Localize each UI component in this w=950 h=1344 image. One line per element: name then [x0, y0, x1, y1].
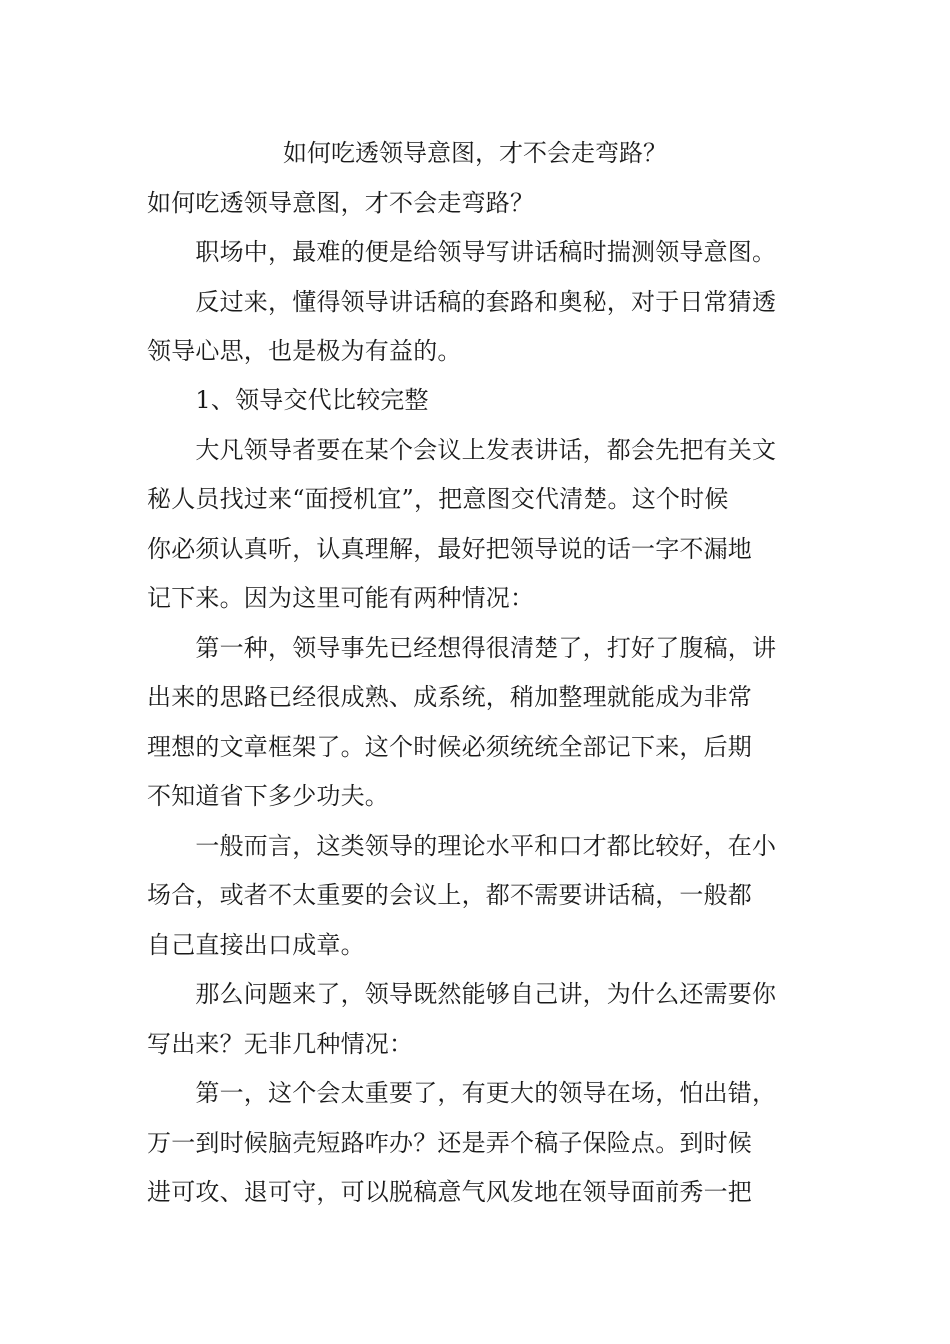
text-line: 职场中，最难的便是给领导写讲话稿时揣测领导意图。 [147, 238, 777, 266]
text-line: 1、领导交代比较完整 [147, 386, 429, 414]
text-line: 那么问题来了，领导既然能够自己讲，为什么还需要你 [147, 980, 777, 1008]
text-line: 写出来？无非几种情况： [147, 1030, 414, 1058]
text-line: 出来的思路已经很成熟、成系统，稍加整理就能成为非常 [147, 683, 752, 711]
text-line: 第一，这个会太重要了，有更大的领导在场，怕出错， [147, 1079, 777, 1107]
text-line: 领导心思，也是极为有益的。 [147, 337, 462, 365]
text-line: 记下来。因为这里可能有两种情况： [147, 584, 535, 612]
text-line: 如何吃透领导意图，才不会走弯路？ [147, 189, 535, 217]
text-line: 万一到时候脑壳短路咋办？还是弄个稿子保险点。到时候 [147, 1129, 752, 1157]
text-line: 自己直接出口成章。 [147, 931, 365, 959]
text-line: 理想的文章框架了。这个时候必须统统全部记下来，后期 [147, 733, 752, 761]
text-line: 大凡领导者要在某个会议上发表讲话，都会先把有关文 [147, 436, 777, 464]
text-line: 反过来，懂得领导讲话稿的套路和奥秘，对于日常猜透 [147, 288, 777, 316]
text-line: 场合，或者不太重要的会议上，都不需要讲话稿，一般都 [147, 881, 752, 909]
text-line: 进可攻、退可守，可以脱稿意气风发地在领导面前秀一把 [147, 1178, 752, 1206]
document-title: 如何吃透领导意图，才不会走弯路？ [283, 139, 667, 167]
text-line: 一般而言，这类领导的理论水平和口才都比较好，在小 [147, 832, 777, 860]
text-line: 第一种，领导事先已经想得很清楚了，打好了腹稿，讲 [147, 634, 777, 662]
text-line: 不知道省下多少功夫。 [147, 782, 389, 810]
text-line: 你必须认真听，认真理解，最好把领导说的话一字不漏地 [147, 535, 752, 563]
text-line: 秘人员找过来“面授机宜”，把意图交代清楚。这个时候 [147, 485, 729, 513]
